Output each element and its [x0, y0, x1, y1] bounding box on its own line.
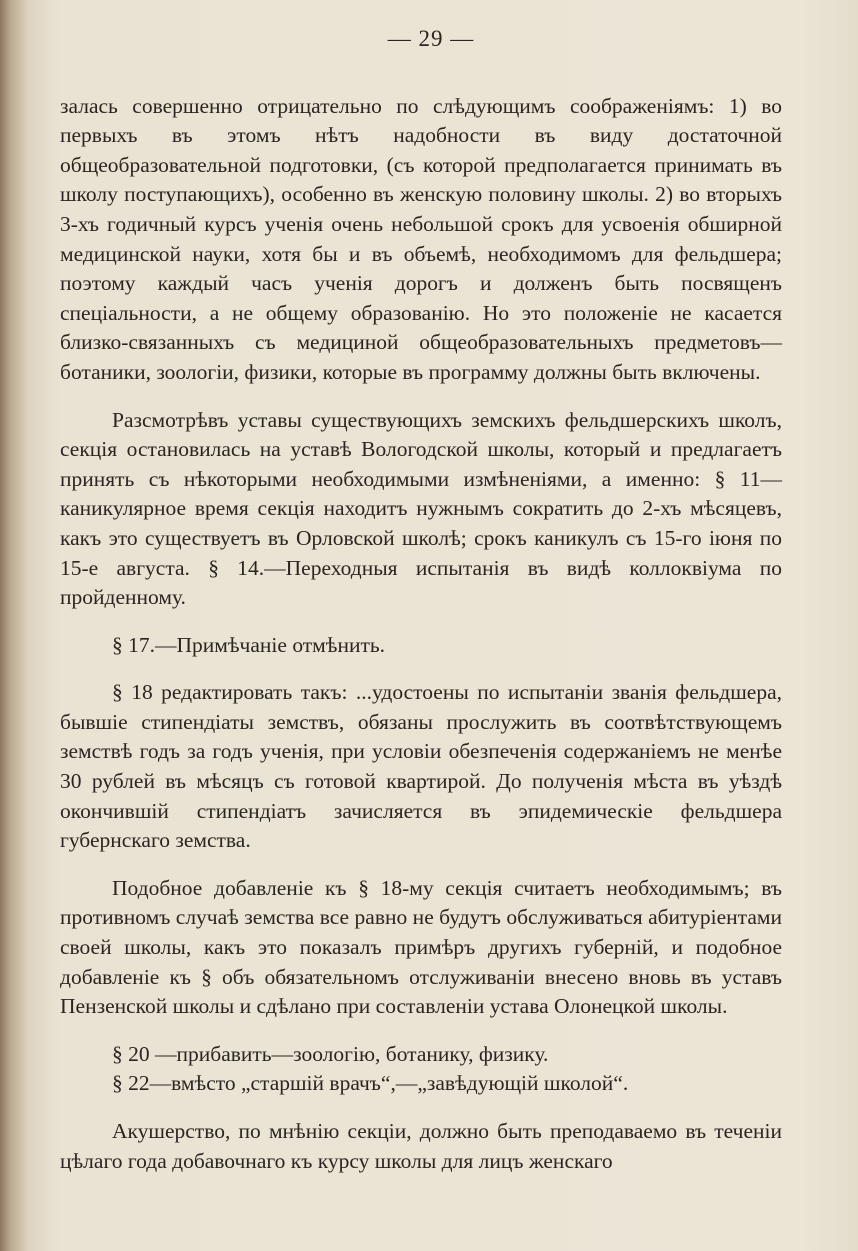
paragraph-1: залась совершенно отрицательно по слѣдующимъ соображенiямъ: 1) во первыхъ въ этомъ нѣтъ надобности въ виду достаточной общеобразовательной подготовки, (съ которой предполагается принимать въ школу поступающихъ), особенно въ женскую половину школы. 2) во вторыхъ 3-хъ годичный курсъ ученiя очень небольшой срокъ для усвоенiя обширной медицинской науки, хотя бы и въ объемѣ, необходимомъ для фельдшера; поэтому каждый часъ ученiя дорогъ и долженъ быть посвященъ спецiальности, а не общему образованiю. Но это положенiе не касается близко-связанныхъ съ медициной общеобразовательныхъ предметовъ—ботаники, зоологiи, физики, которые въ программу должны быть включены. — [60, 93, 782, 384]
paragraph-4: § 18 редактировать такъ: ...удостоены по испытанiи званiя фельдшера, бывшiе стипендiаты земствъ, обязаны прослужить въ соотвѣтствующемъ земствѣ годъ за годъ ученiя, при условiи обезпеченiя содержанiемъ не менѣе 30 рублей въ мѣсяцъ съ готовой квартирой. До полученiя мѣста въ уѣздѣ окончившiй стипендiатъ зачисляется въ эпидемическiе фельдшера губернскаго земства. — [60, 680, 782, 853]
paragraph-2: Разсмотрѣвъ уставы существующихъ земскихъ фельдшерскихъ школъ, секцiя остановилась на уставѣ Вологодской школы, который и предлагаетъ принять съ нѣкоторыми необходимыми измѣненiями, а именно: § 11—каникулярное время секцiя находитъ нужнымъ сократить до 2-хъ мѣсяцевъ, какъ это существуетъ въ Орловской школѣ; срокъ каникулъ съ 15-го iюня по 15-е августа. § 14.—Переходныя испытанiя въ видѣ коллоквiума по пройденному. — [60, 407, 782, 610]
item-22: § 22—вмѣсто „старшiй врачъ“,—„завѣдующiй школой“. — [112, 1071, 629, 1096]
paragraph-5: Подобное добавленiе къ § 18-му секцiя считаетъ необходимымъ; въ противномъ случаѣ земства все равно не будутъ обслуживаться абитурiентами своей школы, какъ это показалъ примѣръ другихъ губернiй, и подобное добавленiе къ § объ обязательномъ отслуживанiи внесено вновь въ уставъ Пензенской школы и сдѣлано при составленiи устава Олонецкой школы. — [60, 875, 782, 1019]
paragraph-final: Акушерство, по мнѣнiю секцiи, должно быть преподаваемо въ теченiи цѣлаго года добавочнаго къ курсу школы для лицъ женскаго — [60, 1119, 782, 1173]
item-20: § 20 —прибавить—зоологiю, ботанику, физику. — [112, 1041, 549, 1066]
paragraph-3: § 17.—Примѣчанiе отмѣнить. — [112, 632, 386, 657]
page-number: — 29 — — [387, 26, 475, 51]
page-text — [60, 24, 782, 1176]
